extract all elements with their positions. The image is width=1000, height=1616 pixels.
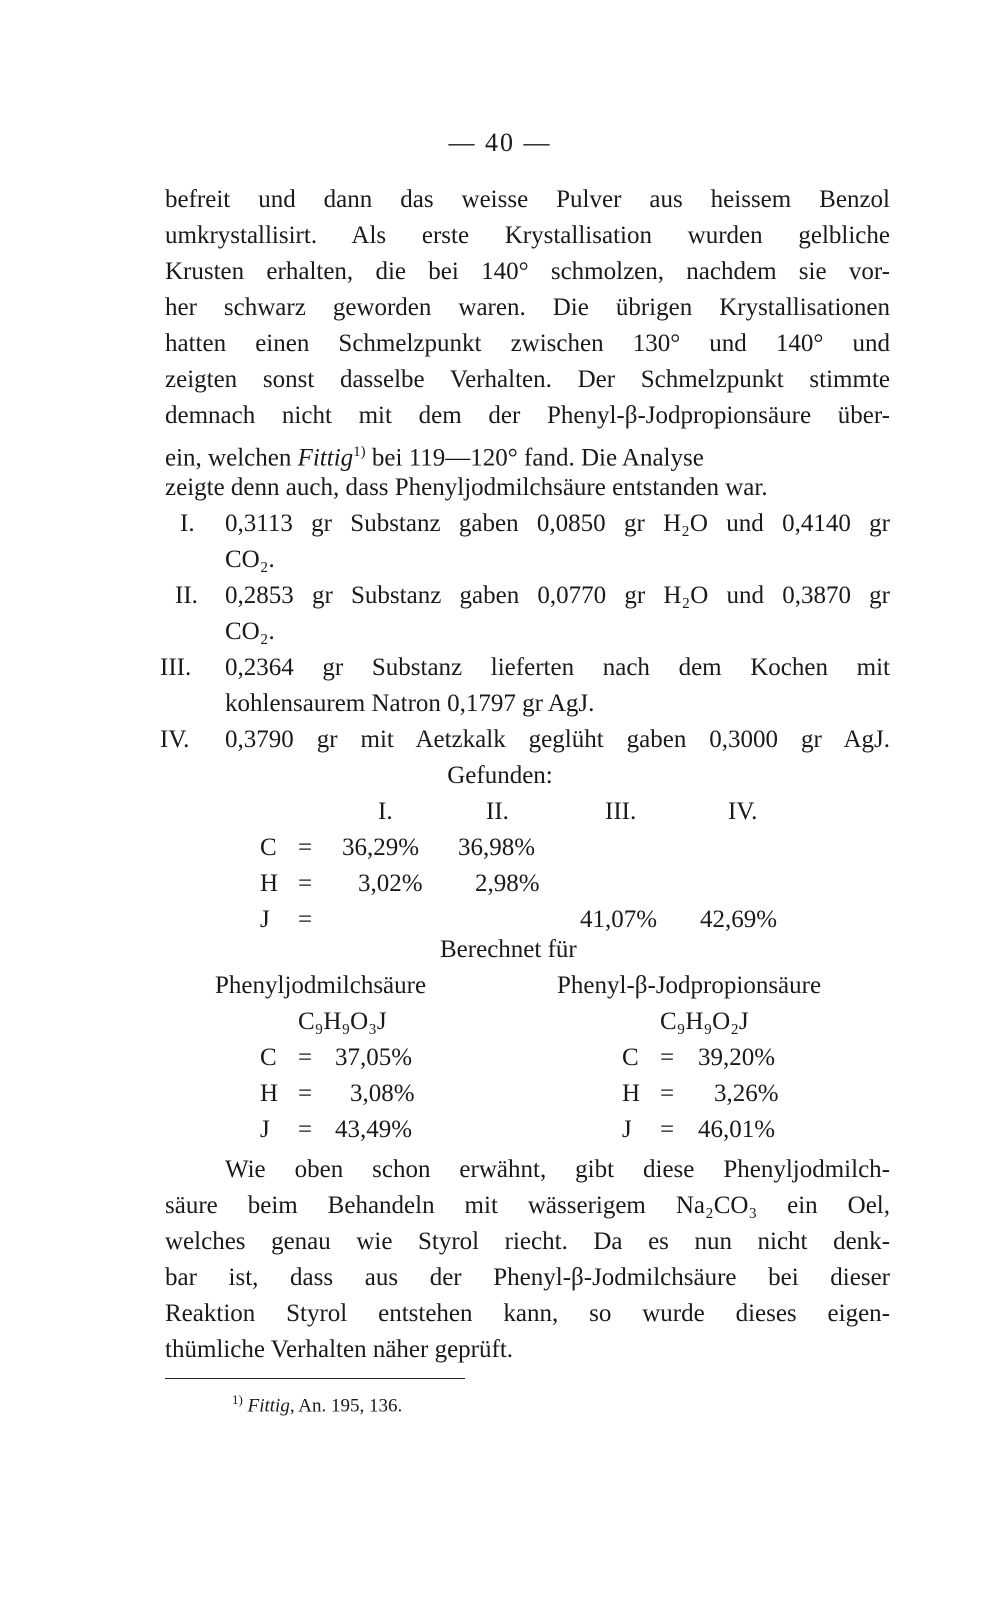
equals-sign: = [298,906,313,933]
analysis-continuation: kohlensaurem Natron 0,1797 gr AgJ. [225,690,595,717]
analysis-text: 0,3113 gr Substanz gaben 0,0850 gr H₂O und 0,4140 gr [225,510,890,537]
found-value: 41,07% [580,906,658,933]
paragraph-line: zeigten sonst dasselbe Verhalten. Der Schmelzpunkt stimmte [165,366,890,393]
paragraph-line: umkrystallisirt. Als erste Krystallisation wurden gelbliche [165,222,890,249]
analysis-text: 0,2853 gr Substanz gaben 0,0770 gr H₂O und 0,3870 gr [225,582,890,609]
footnote-marker: 1) [353,444,366,460]
equals-sign: = [298,870,313,897]
calculated-value: 46,01% [698,1116,776,1143]
compound-name: Phenyl-β-Jodpropionsäure [557,972,822,999]
element-symbol: H [622,1080,641,1107]
footnote-reference: An. 195, 136. [294,1395,403,1417]
analysis-number: IV. [160,726,190,753]
column-header: II. [486,798,509,825]
found-value: 3,02% [358,870,423,897]
equals-sign: = [298,1116,313,1143]
analysis-text: 0,2364 gr Substanz lieferten nach dem Kochen mit [225,654,890,681]
element-symbol: C [260,1044,277,1071]
paragraph-line: her schwarz geworden waren. Die übrigen Krystallisationen [165,294,890,321]
equals-sign: = [298,1044,313,1071]
paragraph-line: bar ist, dass aus der Phenyl-β-Jodmilchsäure bei dieser [165,1264,890,1291]
element-symbol: H [260,1080,279,1107]
line-text: ein, welchen [165,444,298,472]
column-header: IV. [728,798,758,825]
paragraph-line: säure beim Behandeln mit wässerigem Na₂CO₃ ein Oel, [165,1192,890,1219]
analysis-continuation: CO₂. [225,546,275,573]
compound-formula: C₉H₉O₂J [660,1008,749,1035]
paragraph-line: zeigte denn auch, dass Phenyljodmilchsäure entstanden war. [165,474,768,501]
paragraph-line: demnach nicht mit dem der Phenyl-β-Jodpropionsäure über- [165,402,890,429]
footnote-author: Fittig, [247,1395,295,1417]
paragraph-line: hatten einen Schmelzpunkt zwischen 130° und 140° und [165,330,890,357]
footnote-rule [165,1378,465,1379]
analysis-number: II. [175,582,198,609]
compound-formula: C₉H₉O₃J [298,1008,387,1035]
paragraph-line: Wie oben schon erwähnt, gibt diese Phenyljodmilch- [225,1156,890,1183]
analysis-number: I. [180,510,195,537]
analysis-continuation: CO₂. [225,618,275,645]
found-heading: Gefunden: [447,762,553,789]
cited-author: Fittig [297,444,354,472]
paragraph-line: Reaktion Styrol entstehen kann, so wurde dieses eigen- [165,1300,890,1327]
compound-name: Phenyljodmilchsäure [215,972,427,999]
paragraph-line: Krusten erhalten, die bei 140° schmolzen, nachdem sie vor- [165,258,890,285]
element-symbol: C [260,834,277,861]
equals-sign: = [298,1080,313,1107]
calculated-value: 3,26% [714,1080,779,1107]
equals-sign: = [660,1080,675,1107]
analysis-number: III. [160,654,192,681]
found-value: 36,98% [458,834,536,861]
found-value: 2,98% [475,870,540,897]
calculated-value: 39,20% [698,1044,776,1071]
paragraph-line: thümliche Verhalten näher geprüft. [165,1336,514,1363]
element-symbol: J [260,1116,270,1143]
element-symbol: J [622,1116,632,1143]
footnote [232,1386,402,1420]
element-symbol: H [260,870,279,897]
found-value: 42,69% [700,906,778,933]
equals-sign: = [660,1044,675,1071]
paragraph-line: welches genau wie Styrol riecht. Da es nun nicht denk- [165,1228,890,1255]
equals-sign: = [660,1116,675,1143]
element-symbol: J [260,906,270,933]
calculated-value: 37,05% [335,1044,413,1071]
element-symbol: C [622,1044,639,1071]
page-number: — 40 — [448,128,552,157]
calculated-value: 43,49% [335,1116,413,1143]
column-header: III. [605,798,637,825]
equals-sign: = [298,834,313,861]
paragraph-line: befreit und dann das weisse Pulver aus heissem Benzol [165,186,890,213]
footnote-marker: 1) [232,1392,243,1407]
calculated-value: 3,08% [350,1080,415,1107]
analysis-text: 0,3790 gr mit Aetzkalk geglüht gaben 0,3000 gr AgJ. [225,726,890,753]
calculated-heading: Berechnet für [440,936,577,963]
line-text: bei 119—120° fand. Die Analyse [365,444,704,472]
found-value: 36,29% [342,834,420,861]
column-header: I. [378,798,393,825]
